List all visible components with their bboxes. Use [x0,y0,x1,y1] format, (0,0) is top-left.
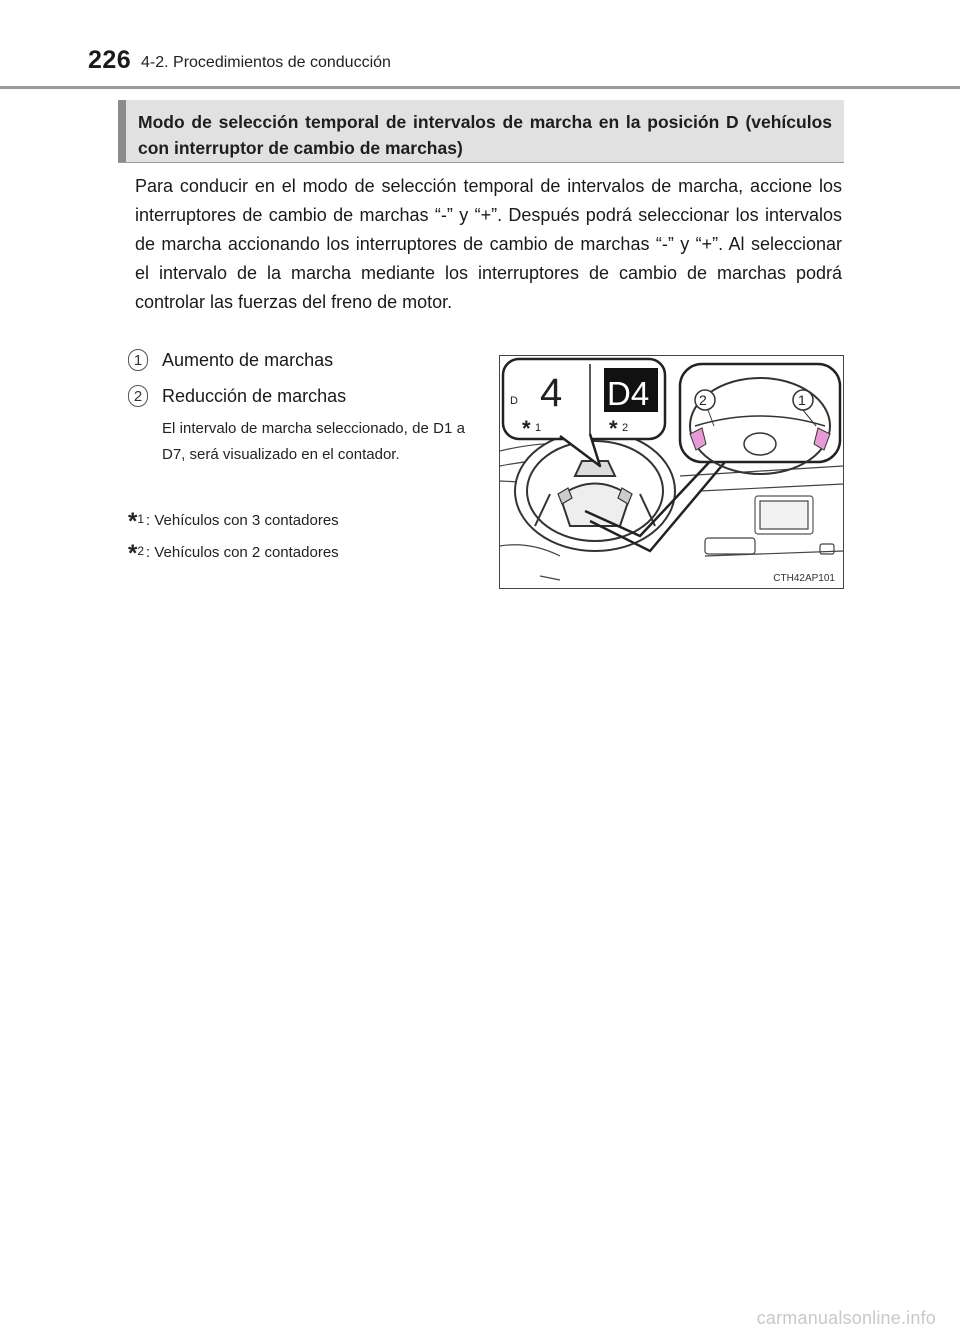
watermark: carmanualsonline.info [756,1308,936,1328]
footnote-asterisk: * [128,508,138,535]
meter-mark-3-meters-sub: 1 [535,422,542,434]
footnote-text: : Vehículos con 2 contadores [146,544,339,561]
callout-item-1 [128,348,333,372]
callout-item-2 [128,384,346,408]
figure-code: CTH42AP101 [773,573,835,584]
topic-box [118,100,844,163]
callout-number-badge: 2 [128,385,148,407]
callout-label: Reducción de marchas [162,385,347,406]
gear-digit: 4 [540,371,563,415]
section-title: 4-2. Procedimientos de conducción [141,54,391,71]
gear-letter: D [510,395,518,407]
zoom-callout-1: 1 [798,392,806,408]
note-text: El intervalo de marcha seleccionado, de D1 a D7, será visualizado en el contador. [162,420,465,463]
footnote-asterisk: * [128,540,138,567]
footnote-text: : Vehículos con 3 contadores [146,512,339,529]
illustration-figure [499,355,844,589]
callout-label: Aumento de marchas [162,349,334,370]
header-rule [0,86,960,89]
meter-mark-2-meters-sub: 2 [622,422,629,434]
topic-bar [118,100,126,162]
meter-mark-2-meters: * [609,416,618,441]
page-number: 226 [88,46,132,74]
topic-title: Modo de selección temporal de intervalos de marcha en la posición D (vehículos con interruptor de cambio de marchas) [138,112,832,158]
body-paragraph: Para conducir en el modo de selección temporal de intervalos de marcha, accione los interruptores de cambio de marchas “-” y “+”. Después podrá seleccionar los intervalos de marcha accionando los interruptores de cambio de marchas “-” y “+”. Al seleccionar el intervalo de la marcha mediante los interruptores de cambio de marchas podrá controlar las fuerzas del freno de motor. [135,176,842,312]
cockpit-illustration [500,356,843,588]
footnote-subscript: 1 [137,512,145,526]
meter-mark-3-meters: * [522,416,531,441]
footnote-subscript: 2 [137,544,145,558]
footnote-2 [128,538,339,567]
gear-badge: D4 [607,375,650,412]
callout-number-badge: 1 [128,349,148,371]
footnote-1 [128,506,339,535]
zoom-callout-2: 2 [699,392,707,408]
